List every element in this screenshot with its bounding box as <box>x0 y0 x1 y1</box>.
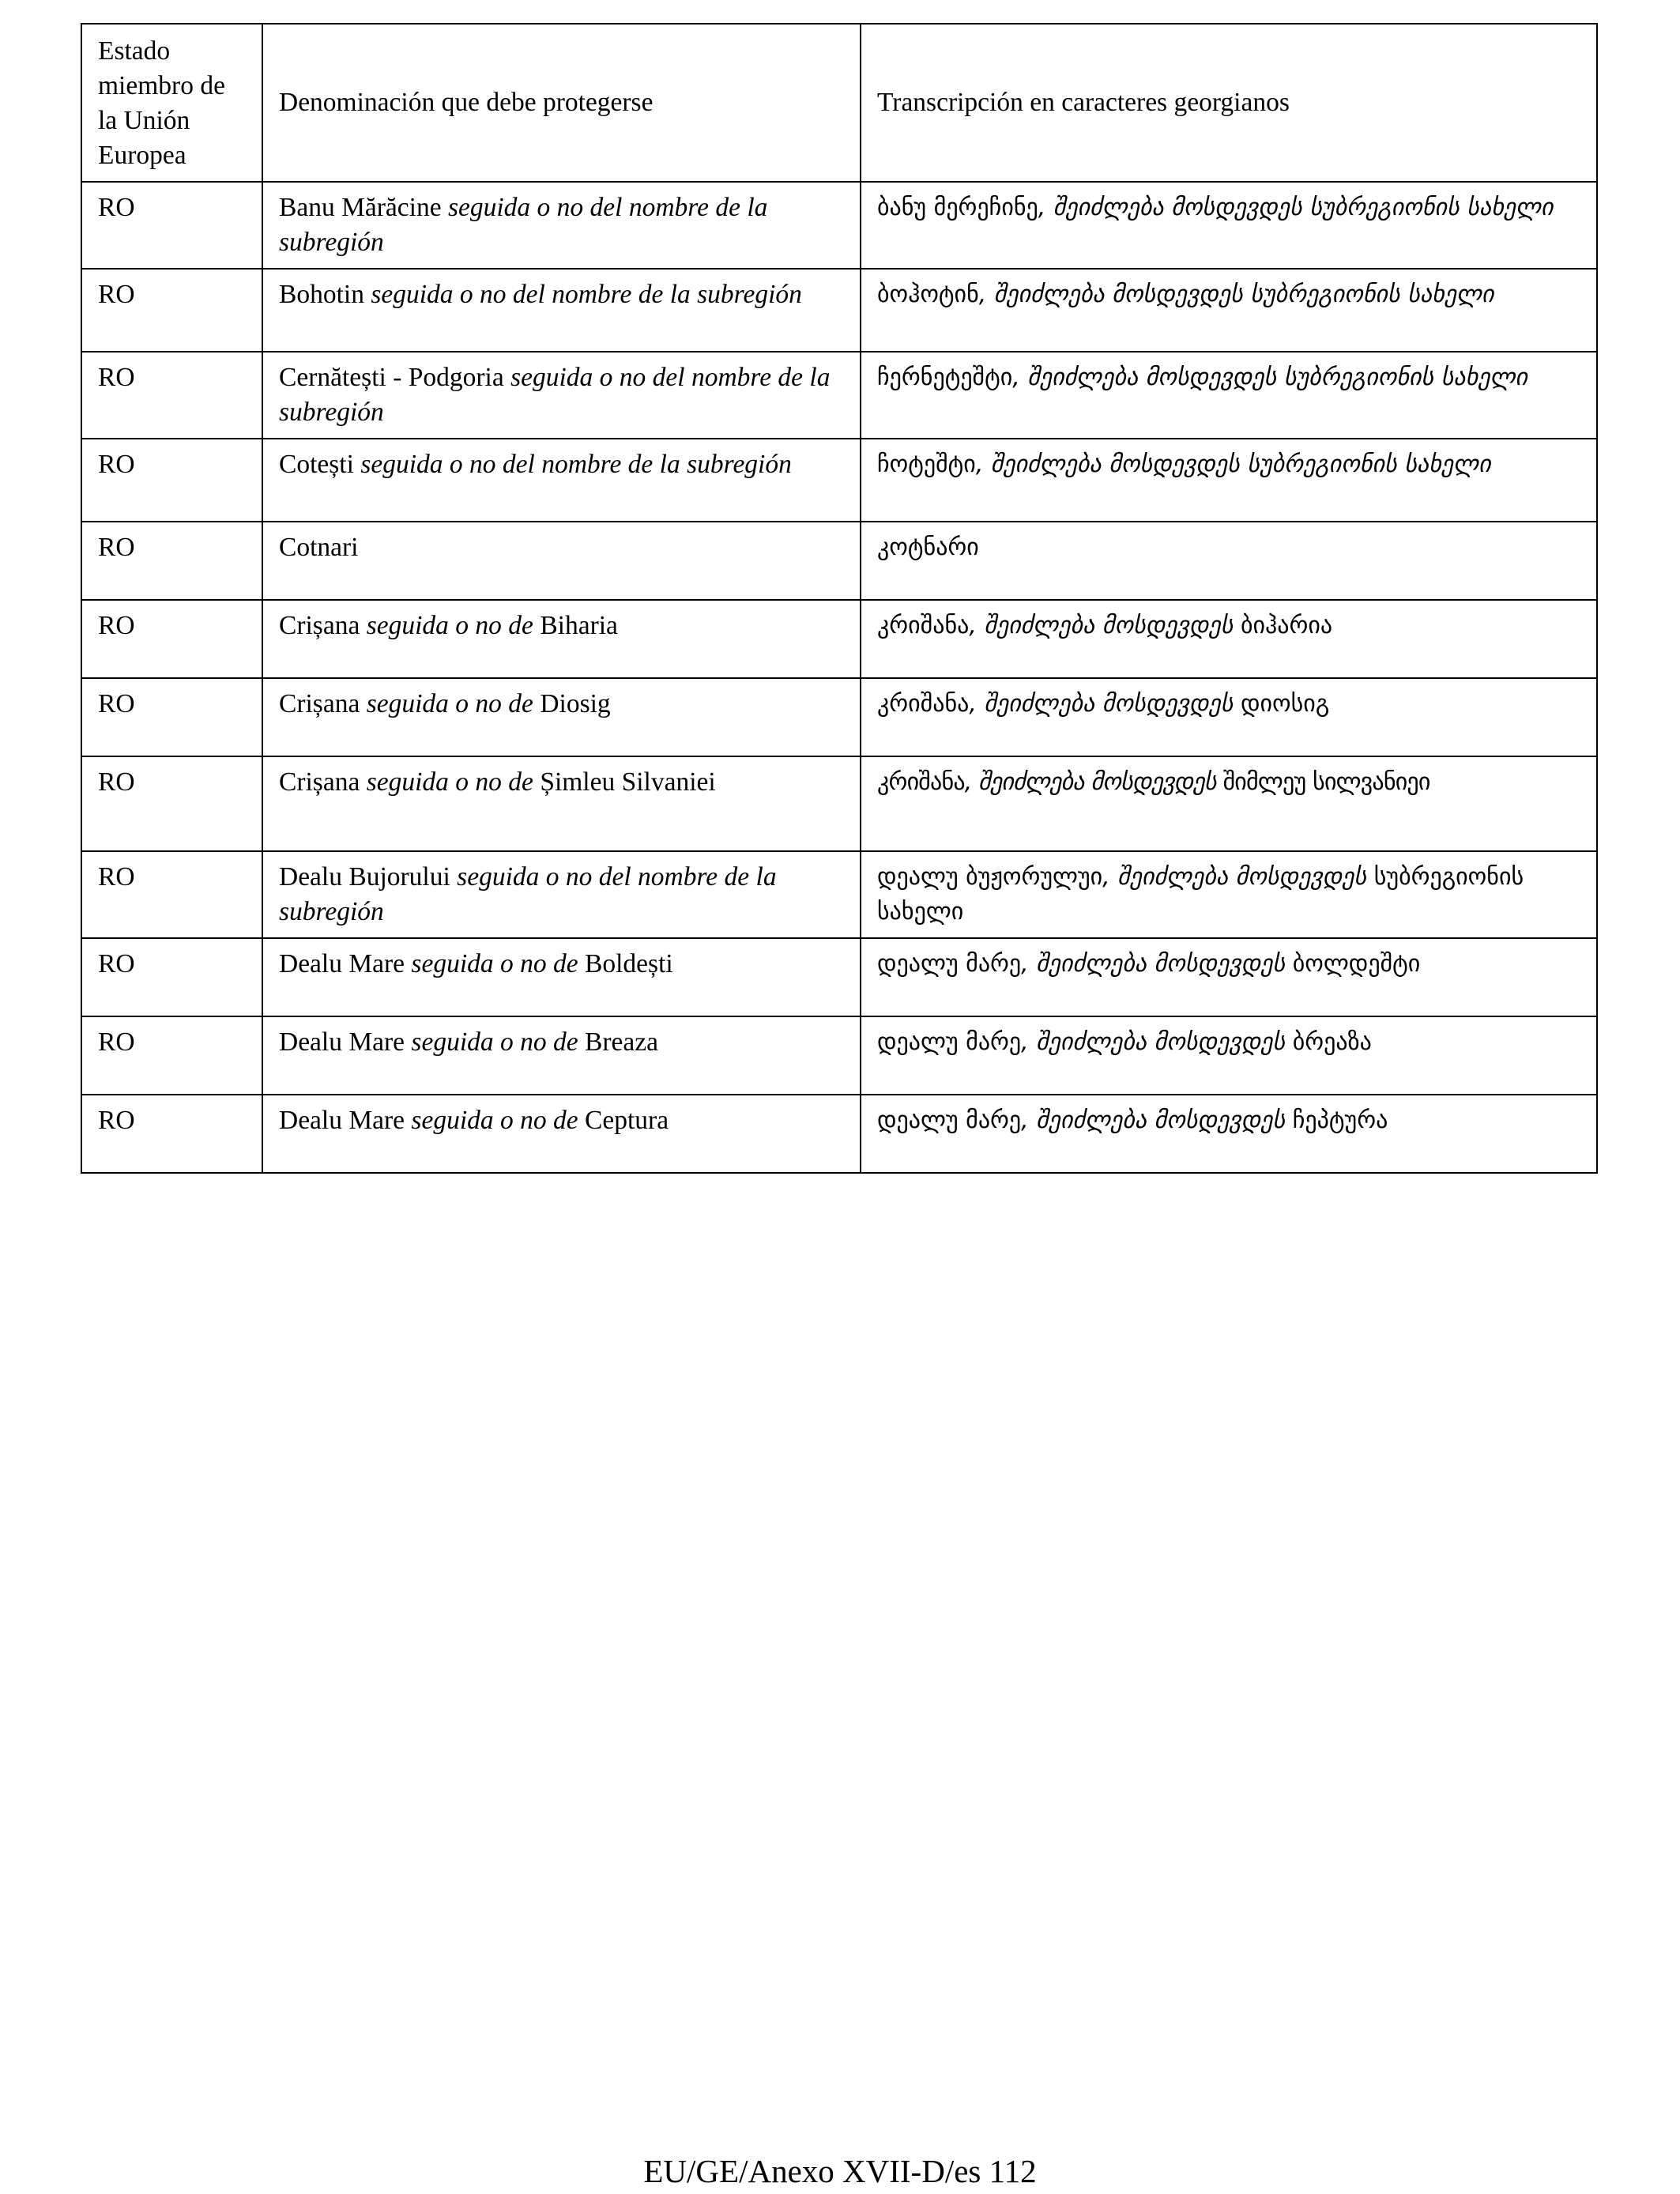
cell-name-text: Cernătești - Podgoria <box>279 363 504 392</box>
cell-tr-note: , შეიძლება მოსდევდეს სუბრეგიონის სახელი <box>1038 194 1554 221</box>
cell-name-text: Cotești <box>279 450 354 479</box>
cell-tr-text: ბოჰოტინ <box>877 281 979 308</box>
table-row <box>81 851 1597 938</box>
cell-name-text: Cotnari <box>279 533 359 562</box>
cell-name-note: seguida o no del nombre de la subregión <box>363 280 802 309</box>
cell-transcription <box>861 439 1597 522</box>
cell-transcription <box>861 522 1597 600</box>
cell-tr-tail: ჩეპტურა <box>1292 1106 1388 1134</box>
cell-tr-text: კოტნარი <box>877 533 979 561</box>
cell-state: RO <box>81 352 262 439</box>
cell-tr-note: , შეიძლება მოსდევდეს სუბრეგიონის სახელი <box>1012 364 1528 391</box>
table-row <box>81 756 1597 851</box>
cell-tr-note: , შეიძლება მოსდევდეს სუბრეგიონის სახელი <box>975 450 1491 478</box>
cell-transcription <box>861 352 1597 439</box>
cell-tr-note: , შეიძლება მოსდევდეს <box>964 768 1223 796</box>
cell-tr-tail: შიმლეუ სილვანიეი <box>1222 768 1430 796</box>
cell-name-note: seguida o no del nombre de la subregión <box>353 450 792 479</box>
cell-state: RO <box>81 678 262 756</box>
cell-name <box>262 1095 861 1173</box>
table-row <box>81 1095 1597 1173</box>
cell-name <box>262 439 861 522</box>
cell-tr-tail: სუბრეგიონის სახელი <box>877 863 1524 925</box>
table-row <box>81 678 1597 756</box>
geographical-indications-table <box>81 23 1598 1174</box>
cell-name-text: Crișana <box>279 689 360 718</box>
cell-name-note: seguida o no de <box>405 1106 586 1135</box>
cell-name <box>262 600 861 678</box>
table-row <box>81 182 1597 269</box>
cell-tr-tail: დიოსიგ <box>1240 690 1330 718</box>
cell-transcription <box>861 756 1597 851</box>
cell-tr-text: ბანუ მერეჩინე <box>877 194 1038 221</box>
table-row <box>81 439 1597 522</box>
cell-transcription <box>861 182 1597 269</box>
cell-tr-tail: ბოლდეშტი <box>1292 950 1421 978</box>
cell-name-text: Crișana <box>279 611 360 640</box>
cell-name <box>262 938 861 1016</box>
cell-transcription <box>861 269 1597 352</box>
table-row <box>81 600 1597 678</box>
cell-name-note: seguida o no de <box>405 949 586 978</box>
cell-name-note: seguida o no de <box>360 689 541 718</box>
cell-name-note: seguida o no de <box>360 767 541 797</box>
header-name: Denominación que debe protegerse <box>262 24 861 182</box>
cell-tr-note: , შეიძლება მოსდევდეს <box>969 612 1241 639</box>
cell-name-text: Crișana <box>279 767 360 797</box>
cell-name-tail: Diosig <box>540 689 611 718</box>
cell-name <box>262 269 861 352</box>
cell-state: RO <box>81 269 262 352</box>
table-row <box>81 269 1597 352</box>
cell-tr-text: დეალუ მარე <box>877 1028 1022 1056</box>
cell-name-text: Dealu Mare <box>279 1106 405 1135</box>
cell-tr-text: დეალუ მარე <box>877 950 1022 978</box>
cell-tr-note: , შეიძლება მოსდევდეს <box>1102 863 1374 891</box>
cell-tr-text: კრიშანა <box>877 690 970 718</box>
cell-tr-text: კრიშანა <box>877 612 970 639</box>
cell-state: RO <box>81 182 262 269</box>
cell-name <box>262 756 861 851</box>
cell-state: RO <box>81 938 262 1016</box>
cell-name <box>262 522 861 600</box>
cell-tr-text: დეალუ ბუჟორულუი <box>877 863 1103 891</box>
cell-tr-text: ჩოტეშტი <box>877 450 976 478</box>
cell-name <box>262 352 861 439</box>
cell-tr-note: , შეიძლება მოსდევდეს <box>969 690 1241 718</box>
cell-name-note: seguida o no de <box>405 1027 586 1057</box>
cell-state: RO <box>81 1016 262 1095</box>
cell-tr-text: დეალუ მარე <box>877 1106 1022 1134</box>
cell-transcription <box>861 851 1597 938</box>
cell-state: RO <box>81 1095 262 1173</box>
cell-tr-text: ჩერნეტეშტი <box>877 364 1013 391</box>
cell-state: RO <box>81 600 262 678</box>
header-transcription: Transcripción en caracteres georgianos <box>861 24 1597 182</box>
cell-name-note: seguida o no del nombre de la subregión <box>279 862 777 926</box>
cell-transcription <box>861 1095 1597 1173</box>
cell-name-text: Dealu Mare <box>279 1027 405 1057</box>
table-row <box>81 938 1597 1016</box>
cell-name-text: Dealu Bujorului <box>279 862 450 892</box>
cell-name-tail: Șimleu Silvaniei <box>540 767 716 797</box>
cell-tr-tail: ბიჰარია <box>1240 612 1333 639</box>
cell-tr-note: , შეიძლება მოსდევდეს <box>1021 1028 1293 1056</box>
cell-state: RO <box>81 851 262 938</box>
cell-state: RO <box>81 522 262 600</box>
table-header-row <box>81 24 1597 182</box>
cell-transcription <box>861 600 1597 678</box>
cell-transcription <box>861 1016 1597 1095</box>
cell-transcription <box>861 678 1597 756</box>
cell-name-text: Banu Mărăcine <box>279 193 442 222</box>
cell-name-note: seguida o no de <box>360 611 541 640</box>
cell-name-text: Dealu Mare <box>279 949 405 978</box>
cell-state: RO <box>81 439 262 522</box>
page-footer: EU/GE/Anexo XVII-D/es 112 <box>643 2153 1037 2189</box>
cell-name-note: seguida o no del nombre de la subregión <box>279 363 831 427</box>
cell-name-tail: Breaza <box>585 1027 658 1057</box>
table-row <box>81 522 1597 600</box>
table-row <box>81 1016 1597 1095</box>
cell-tr-note: , შეიძლება მოსდევდეს სუბრეგიონის სახელი <box>978 281 1494 308</box>
cell-name <box>262 182 861 269</box>
cell-name-tail: Boldești <box>585 949 673 978</box>
cell-tr-text: კრიშანა <box>877 768 965 796</box>
cell-tr-note: , შეიძლება მოსდევდეს <box>1021 950 1293 978</box>
table-row <box>81 352 1597 439</box>
cell-name-note: seguida o no del nombre de la subregión <box>279 193 768 257</box>
cell-name <box>262 678 861 756</box>
cell-name-text: Bohotin <box>279 280 364 309</box>
cell-name-tail: Biharia <box>540 611 618 640</box>
cell-tr-tail: ბრეაზა <box>1292 1028 1372 1056</box>
cell-name-tail: Ceptura <box>585 1106 669 1135</box>
header-state: Estado miembro de la Unión Europea <box>81 24 262 182</box>
cell-name <box>262 1016 861 1095</box>
cell-name <box>262 851 861 938</box>
cell-transcription <box>861 938 1597 1016</box>
cell-state: RO <box>81 756 262 851</box>
cell-tr-note: , შეიძლება მოსდევდეს <box>1021 1106 1293 1134</box>
